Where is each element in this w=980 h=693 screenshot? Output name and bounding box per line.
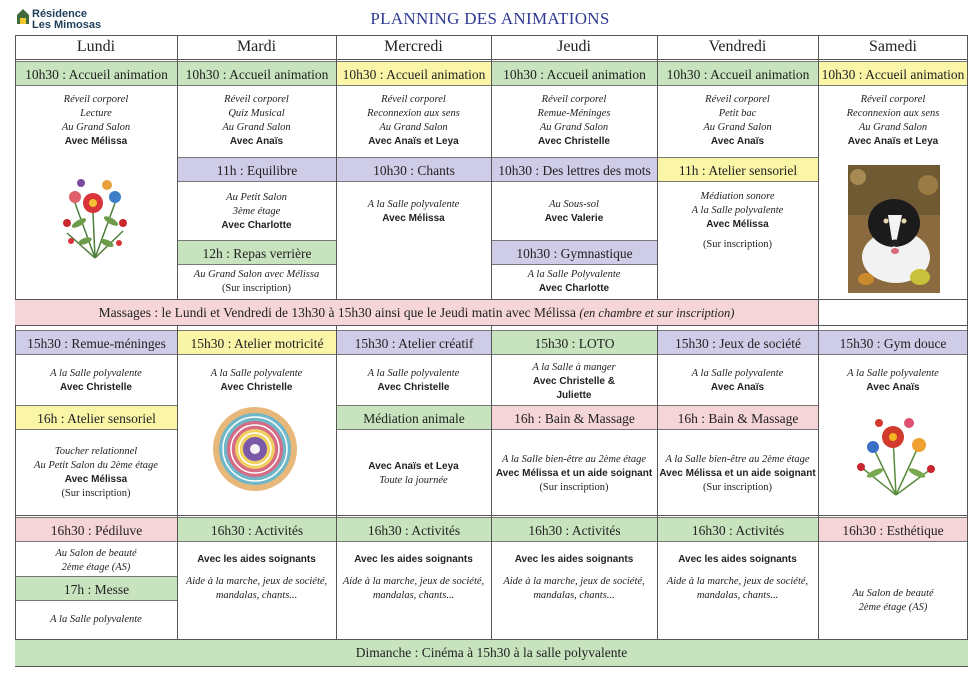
details-mercredi-morning: Réveil corporel Reconnexion aux sens Au Grand Salon Avec Anaïs et Leya <box>367 94 460 147</box>
event-vendredi-activites: 16h30 : Activités <box>658 517 818 542</box>
details-lundi-afternoon: A la Salle polyvalente Avec Christelle <box>50 368 142 393</box>
details-vendredi-afternoon: A la Salle polyvalente Avec Anaïs <box>691 368 784 393</box>
event-lundi-remue-meninges: 15h30 : Remue-méninges <box>16 330 177 355</box>
logo-line2: Les Mimosas <box>32 19 102 31</box>
details-jeudi-lettres: Au Sous-sol Avec Valerie <box>544 199 604 224</box>
schedule-grid <box>15 35 968 667</box>
event-vendredi-accueil: 10h30 : Accueil animation <box>658 61 818 86</box>
details-samedi-morning: Réveil corporel Reconnexion aux sens Au Grand Salon Avec Anaïs et Leya <box>846 94 940 147</box>
event-samedi-esthetique: 16h30 : Esthétique <box>819 517 967 542</box>
event-lundi-messe: 17h : Messe <box>16 576 177 601</box>
details-vendredi-activites: Avec les aides soignants Aide à la marche, jeux de société, mandalas, chants... <box>666 554 809 601</box>
details-mercredi-chants: A la Salle polyvalente Avec Mélissa <box>367 199 460 224</box>
details-vendredi-sensoriel: Médiation sonore A la Salle polyvalente Avec Mélissa (Sur inscription) <box>691 191 784 250</box>
massages-banner: Massages : le Lundi et Vendredi de 13h30 à 15h30 ainsi que le Jeudi matin avec Mélissa (en chambre et sur inscription) <box>15 300 818 325</box>
event-vendredi-sensoriel: 11h : Atelier sensoriel <box>658 157 818 182</box>
details-vendredi-bain: A la Salle bien-être au 2ème étage Avec Mélissa et un aide soignant (Sur inscription) <box>659 454 816 493</box>
details-jeudi-morning: Réveil corporel Remue-Méninges Au Grand Salon Avec Christelle <box>537 94 611 147</box>
event-mercredi-accueil: 10h30 : Accueil animation <box>337 61 491 86</box>
mandala-image <box>211 405 299 493</box>
details-mardi-activites: Avec les aides soignants Aide à la marche, jeux de société, mandalas, chants... <box>185 554 328 601</box>
dimanche-banner: Dimanche : Cinéma à 15h30 à la salle polyvalente <box>15 640 968 666</box>
day-header-vendredi: Vendredi <box>708 38 767 55</box>
event-mardi-repas: 12h : Repas verrière <box>178 240 336 265</box>
details-samedi-esthetique: Au Salon de beauté 2ème étage (AS) <box>852 588 934 613</box>
details-mardi-afternoon: A la Salle polyvalente Avec Christelle <box>210 368 303 393</box>
details-lundi-sensoriel: Toucher relationnel Au Petit Salon du 2ème étage Avec Mélissa (Sur inscription) <box>34 446 158 499</box>
event-vendredi-jeux: 15h30 : Jeux de société <box>658 330 818 355</box>
event-lundi-accueil: 10h30 : Accueil animation <box>16 61 177 86</box>
event-mardi-accueil: 10h30 : Accueil animation <box>178 61 336 86</box>
event-mercredi-mediation: Médiation animale <box>337 405 491 430</box>
event-mardi-equilibre: 11h : Equilibre <box>178 157 336 182</box>
details-mardi-equilibre: Au Petit Salon 3ème étage Avec Charlotte <box>221 192 292 231</box>
event-lundi-pediluve: 16h30 : Pédiluve <box>16 517 177 542</box>
event-jeudi-gymnastique: 10h30 : Gymnastique <box>492 240 657 265</box>
details-mardi-repas: Au Grand Salon avec Mélissa (Sur inscription) <box>193 269 320 294</box>
details-mercredi-activites: Avec les aides soignants Aide à la marche, jeux de société, mandalas, chants... <box>342 554 485 601</box>
day-header-mardi: Mardi <box>236 38 277 55</box>
event-mercredi-creatif: 15h30 : Atelier créatif <box>337 330 491 355</box>
event-samedi-accueil: 10h30 : Accueil animation <box>819 61 967 86</box>
flower-bouquet-image <box>55 163 135 263</box>
day-header-jeudi: Jeudi <box>557 38 591 55</box>
details-lundi-morning: Réveil corporel Lecture Au Grand Salon Avec Mélissa <box>61 94 131 147</box>
dog-photo <box>848 165 940 293</box>
details-jeudi-afternoon: A la Salle à manger Avec Christelle & Juliette <box>532 362 616 401</box>
details-samedi-afternoon: A la Salle polyvalente Avec Anaïs <box>847 368 939 393</box>
event-jeudi-loto: 15h30 : LOTO <box>492 330 657 355</box>
day-header-mercredi: Mercredi <box>384 38 443 55</box>
logo-line1: Résidence <box>32 8 88 20</box>
event-mardi-motricite: 15h30 : Atelier motricité <box>178 330 336 355</box>
flower-arrangement-image <box>853 407 939 497</box>
event-jeudi-lettres: 10h30 : Des lettres des mots <box>492 157 657 182</box>
event-jeudi-accueil: 10h30 : Accueil animation <box>492 61 657 86</box>
details-jeudi-bain: A la Salle bien-être au 2ème étage Avec Mélissa et un aide soignant (Sur inscription) <box>495 454 653 493</box>
page-title: PLANNING DES ANIMATIONS <box>370 9 610 28</box>
details-mercredi-mediation: Avec Anaïs et Leya Toute la journée <box>368 461 459 486</box>
details-jeudi-gymnastique: A la Salle Polyvalente Avec Charlotte <box>527 269 621 294</box>
day-header-samedi: Samedi <box>869 38 917 55</box>
details-lundi-pediluve: Au Salon de beauté 2ème étage (AS) <box>55 548 137 573</box>
details-mardi-morning: Réveil corporel Quiz Musical Au Grand Salon Avec Anaïs <box>222 94 291 147</box>
event-mercredi-activites: 16h30 : Activités <box>337 517 491 542</box>
event-jeudi-activites: 16h30 : Activités <box>492 517 657 542</box>
event-samedi-gym-douce: 15h30 : Gym douce <box>819 330 967 355</box>
event-vendredi-bain: 16h : Bain & Massage <box>658 405 818 430</box>
event-mercredi-chants: 10h30 : Chants <box>337 157 491 182</box>
day-header-lundi: Lundi <box>76 38 116 55</box>
details-vendredi-morning: Réveil corporel Petit bac Au Grand Salon Avec Anaïs <box>703 94 772 147</box>
details-mercredi-afternoon: A la Salle polyvalente Avec Christelle <box>367 368 460 393</box>
details-jeudi-activites: Avec les aides soignants Aide à la marche, jeux de société, mandalas, chants... <box>503 554 645 601</box>
event-jeudi-bain: 16h : Bain & Massage <box>492 405 657 430</box>
event-mardi-activites: 16h30 : Activités <box>178 517 336 542</box>
details-lundi-messe: A la Salle polyvalente <box>50 614 142 625</box>
event-lundi-sensoriel: 16h : Atelier sensoriel <box>16 405 177 430</box>
